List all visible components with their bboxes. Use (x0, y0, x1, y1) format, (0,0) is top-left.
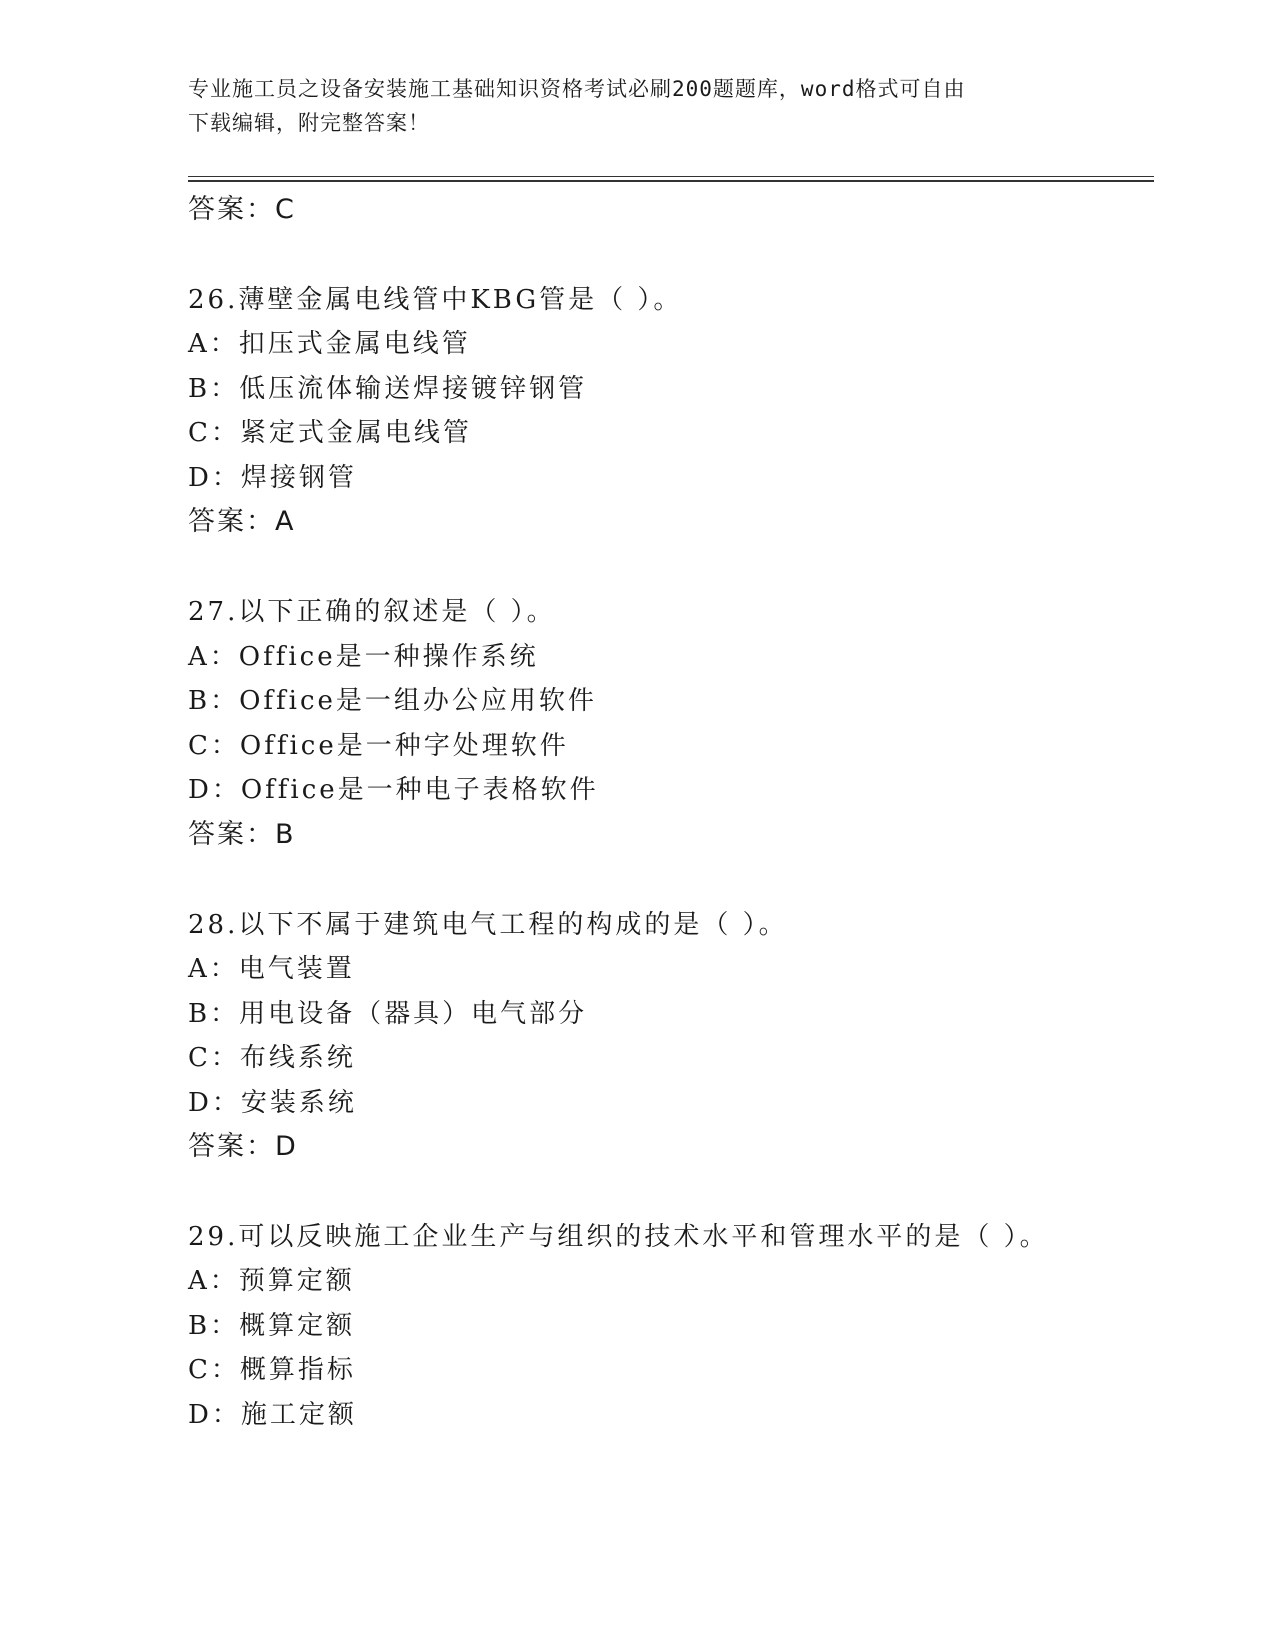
header-line-2: 下载编辑，附完整答案！ (188, 111, 430, 135)
option-c: C：Office是一种字处理软件 (188, 731, 569, 761)
option-c: C：紧定式金属电线管 (188, 418, 472, 448)
page-header (188, 72, 1068, 140)
option-b: B：概算定额 (188, 1311, 356, 1341)
option-b: B：低压流体输送焊接镀锌钢管 (188, 374, 588, 404)
option-a: A：电气装置 (188, 954, 355, 984)
answer: 答案：D (188, 1131, 298, 1162)
question-stem: 29.可以反映施工企业生产与组织的技术水平和管理水平的是（ ）。 (188, 1222, 1049, 1252)
question-stem: 27.以下正确的叙述是（ ）。 (188, 597, 556, 627)
header-rule-thin (188, 176, 1154, 177)
option-d: D：焊接钢管 (188, 463, 357, 493)
option-b: B：用电设备（器具）电气部分 (188, 999, 588, 1029)
answer-previous: 答案：C (188, 194, 296, 225)
question-stem: 28.以下不属于建筑电气工程的构成的是（ ）。 (188, 910, 788, 940)
option-c: C：布线系统 (188, 1043, 356, 1073)
answer: 答案：A (188, 506, 296, 537)
answer: 答案：B (188, 819, 296, 850)
option-a: A：预算定额 (188, 1266, 355, 1296)
option-d: D：施工定额 (188, 1400, 357, 1430)
option-d: D：安装系统 (188, 1088, 357, 1118)
option-c: C：概算指标 (188, 1355, 356, 1385)
header-rule-thick (188, 180, 1154, 182)
option-b: B：Office是一组办公应用软件 (188, 686, 597, 716)
option-d: D：Office是一种电子表格软件 (188, 775, 599, 805)
header-line-1: 专业施工员之设备安装施工基础知识资格考试必刷200题题库，word格式可自由 (188, 77, 966, 101)
question-stem: 26.薄壁金属电线管中KBG管是（ ）。 (188, 285, 683, 315)
option-a: A：扣压式金属电线管 (188, 329, 471, 359)
option-a: A：Office是一种操作系统 (188, 642, 539, 672)
